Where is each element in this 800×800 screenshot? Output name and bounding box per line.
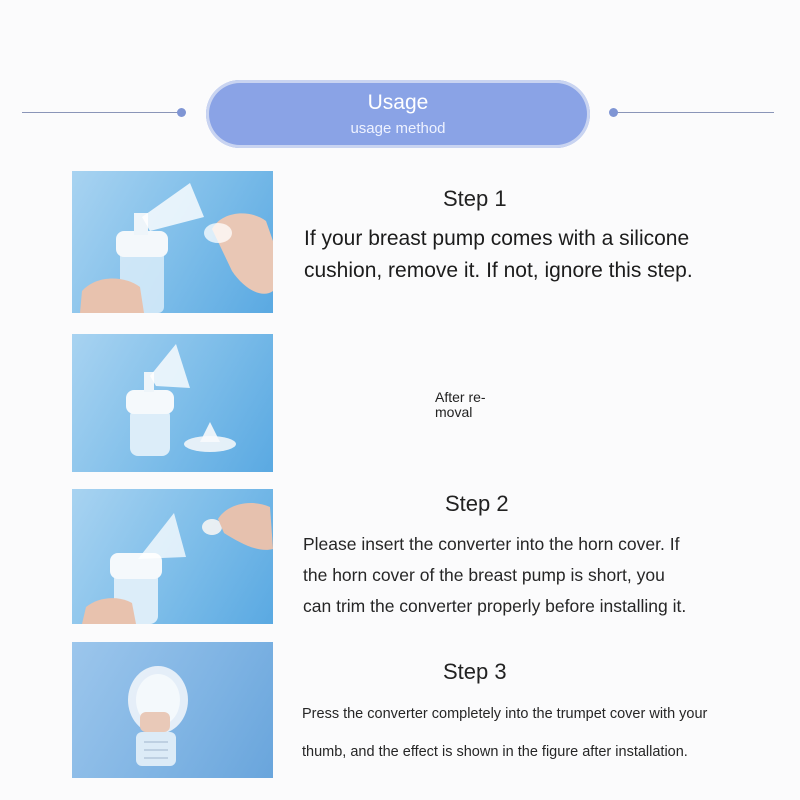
step1-line: If your breast pump comes with a silicone (304, 227, 690, 250)
step2-line: Please insert the converter into the horn cover. If (303, 534, 680, 554)
header-dot-left (177, 108, 186, 117)
after-removal-note (435, 390, 486, 420)
step2-line: can trim the converter properly before installing it. (303, 596, 687, 616)
step2-line: the horn cover of the breast pump is short, you (303, 565, 665, 585)
header-dot-right (609, 108, 618, 117)
note-line: After re- (435, 389, 486, 405)
step3-line: thumb, and the effect is shown in the figure after installation. (302, 744, 688, 760)
step3-description (302, 695, 707, 771)
step1-photo (72, 171, 273, 313)
banner-subtitle: usage method (350, 120, 446, 137)
step1-line: cushion, remove it. If not, ignore this step. (304, 259, 693, 282)
step3-title: Step 3 (443, 659, 507, 684)
usage-banner (206, 80, 590, 148)
step2-title: Step 2 (445, 491, 509, 516)
step2-description (303, 529, 686, 622)
step2-photo (72, 489, 273, 624)
banner-title: Usage (367, 91, 429, 114)
step1-description (304, 223, 693, 287)
header-divider-left (22, 112, 180, 113)
step1-title: Step 1 (443, 186, 507, 211)
after-removal-photo (72, 334, 273, 472)
step3-photo (72, 642, 273, 778)
header-divider-right (616, 112, 774, 113)
step3-line: Press the converter completely into the trumpet cover with your (302, 706, 708, 722)
note-line: moval (435, 404, 473, 420)
